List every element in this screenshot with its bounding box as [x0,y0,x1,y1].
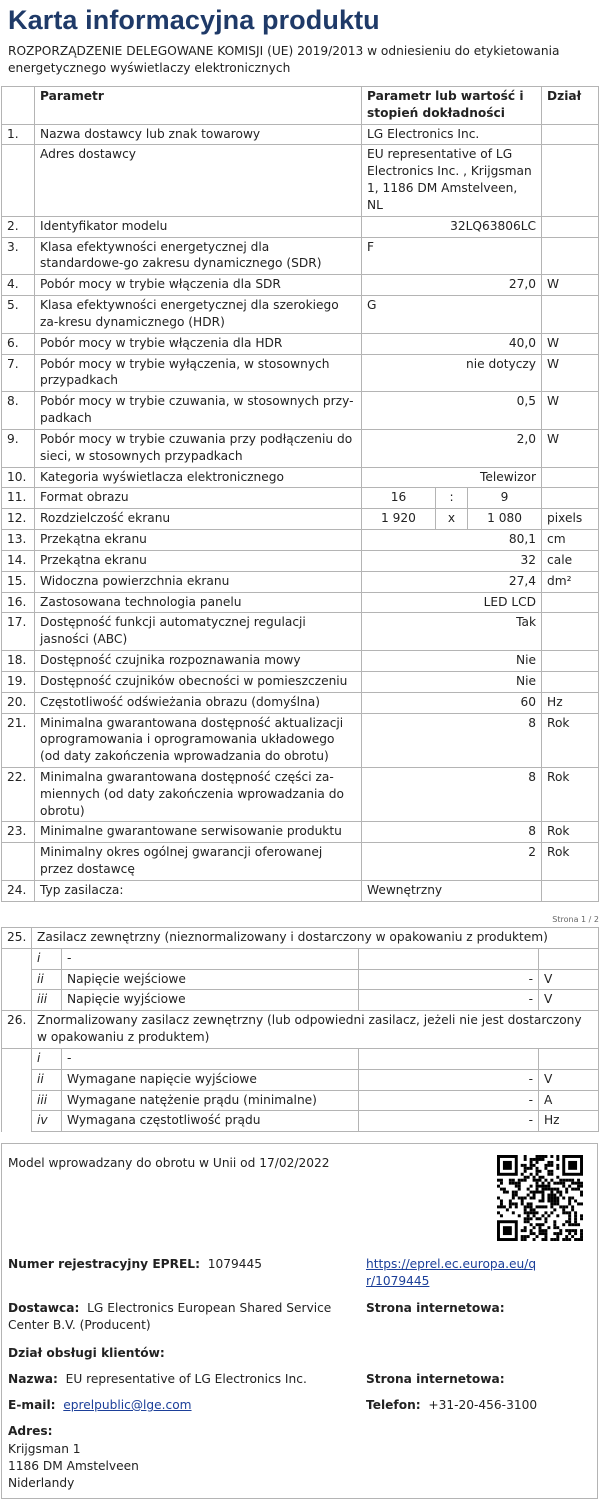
row-number-cell: 10. [2,467,35,488]
row-number-cell: 15. [2,571,35,592]
table-row [2,822,599,843]
page-title: Karta informacyjna produktu [8,5,380,35]
row-unit-cell [542,671,599,692]
row-parameter-cell: Pobór mocy w trybie włączenia dla SDR [35,275,362,296]
row-unit-cell [542,467,599,488]
row-parameter-cell: Pobór mocy w trybie czuwania, w stosownych przy-padkach [35,392,362,430]
psu-unit-cell: Hz [539,1111,599,1132]
row-value-cell: 80,1 [362,530,542,551]
row-parameter-cell: Identyfikator modelu [35,216,362,237]
psu-label-cell: - [62,1048,359,1069]
page-number: Strona 1 / 2 [552,915,599,924]
psu-item-row [2,1090,599,1111]
row-number-cell: 3. [2,237,35,275]
psu-section-header-row [2,928,599,949]
table-row [2,296,599,334]
row-unit-cell [542,488,599,509]
row-parameter-cell: Nazwa dostawcy lub znak towarowy [35,124,362,145]
website-label-1: Strona internetowa: [366,1301,505,1315]
email-line [8,1397,192,1414]
supplier-line [8,1300,362,1334]
table-row [2,237,599,275]
row-unit-cell [542,592,599,613]
table-row [2,124,599,145]
eprel-line [8,1256,262,1273]
table-row [2,767,599,821]
eprel-link[interactable]: https://eprel.ec.europa.eu/qr/1079445 [366,1257,537,1288]
row-unit-cell: W [542,429,599,467]
psu-roman-cell: iii [32,990,62,1011]
row-unit-cell: Rok [542,822,599,843]
table-row [2,488,599,509]
row-unit-cell [542,613,599,651]
row-number-cell: 8. [2,392,35,430]
name-value: EU representative of LG Electronics Inc. [65,1372,307,1386]
psu-roman-cell: i [32,948,62,969]
psu-spacer-cell [2,1069,32,1090]
row-unit-cell: Hz [542,692,599,713]
row-unit-cell [542,880,599,901]
row-unit-cell: Rok [542,767,599,821]
row-number-cell: 23. [2,822,35,843]
psu-roman-cell: ii [32,969,62,990]
psu-value-cell: - [359,1069,539,1090]
psu-spacer-cell [2,969,32,990]
row-parameter-cell: Przekątna ekranu [35,530,362,551]
psu-value-cell [359,1048,539,1069]
header-value-cell: Parametr lub wartość i stopień dokładności [362,87,542,125]
psu-item-row [2,948,599,969]
supplier-value: LG Electronics European Shared Service Center B.V. (Producent) [8,1301,332,1332]
table-row [2,145,599,216]
psu-unit-cell: A [539,1090,599,1111]
row-value-cell: 40,0 [362,333,542,354]
row-unit-cell: pixels [542,509,599,530]
table-row [2,613,599,651]
table-row [2,843,599,881]
table-row [2,651,599,672]
row-value-left-cell: 1 920 [362,509,436,530]
row-value-cell: 2 [362,843,542,881]
row-number-cell: 4. [2,275,35,296]
row-value-cell: F [362,237,542,275]
psu-spacer-cell [2,1048,32,1069]
row-value-cell: 8 [362,767,542,821]
row-unit-cell [542,216,599,237]
psu-unit-cell: V [539,1069,599,1090]
psu-label-cell: - [62,948,359,969]
table-row [2,671,599,692]
row-number-cell: 1. [2,124,35,145]
row-number-cell [2,145,35,216]
row-parameter-cell: Widoczna powierzchnia ekranu [35,571,362,592]
row-unit-cell [542,651,599,672]
table-row [2,275,599,296]
address-line-3: Niderlandy [8,1476,75,1490]
psu-label-cell: Wymagana częstotliwość prądu [62,1111,359,1132]
row-number-cell: 12. [2,509,35,530]
psu-unit-cell: V [539,990,599,1011]
row-number-cell: 6. [2,333,35,354]
row-value-cell: LED LCD [362,592,542,613]
row-number-cell: 13. [2,530,35,551]
row-separator-cell: x [436,509,468,530]
table-row [2,429,599,467]
row-unit-cell [542,296,599,334]
email-link[interactable]: eprelpublic@lge.com [63,1398,192,1412]
row-value-cell: 2,0 [362,429,542,467]
psu-spacer-cell [2,948,32,969]
row-number-cell: 2. [2,216,35,237]
row-parameter-cell: Klasa efektywności energetycznej dla standardowe-go zakresu dynamicznego (SDR) [35,237,362,275]
eprel-label: Numer rejestracyjny EPREL: [8,1257,200,1271]
row-unit-cell: Rok [542,713,599,767]
row-unit-cell: cale [542,550,599,571]
row-value-cell: LG Electronics Inc. [362,124,542,145]
supplier-label: Dostawca: [8,1301,80,1315]
table-row [2,550,599,571]
psu-section-header-row [2,1011,599,1049]
row-number-cell [2,843,35,881]
row-value-left-cell: 16 [362,488,436,509]
row-value-cell: 32LQ63806LC [362,216,542,237]
row-value-cell: 8 [362,713,542,767]
psu-item-row [2,1111,599,1132]
table-row [2,216,599,237]
row-unit-cell: W [542,275,599,296]
row-parameter-cell: Minimalna gwarantowana dostępność części za-miennych (od daty zakończenia wprowadzania do obrotu) [35,767,362,821]
row-parameter-cell: Dostępność czujników obecności w pomieszczeniu [35,671,362,692]
row-value-cell: Telewizor [362,467,542,488]
row-number-cell: 21. [2,713,35,767]
row-parameter-cell: Dostępność czujnika rozpoznawania mowy [35,651,362,672]
row-unit-cell [542,237,599,275]
row-parameter-cell: Pobór mocy w trybie czuwania przy podłączeniu do sieci, w stosownych przypadkach [35,429,362,467]
row-parameter-cell: Pobór mocy w trybie wyłączenia, w stosownych przypadkach [35,354,362,392]
psu-label-cell: Napięcie wejściowe [62,969,359,990]
row-parameter-cell: Adres dostawcy [35,145,362,216]
row-parameter-cell: Pobór mocy w trybie włączenia dla HDR [35,333,362,354]
row-unit-cell: W [542,392,599,430]
row-number-cell: 5. [2,296,35,334]
row-value-cell: nie dotyczy [362,354,542,392]
row-number-cell: 19. [2,671,35,692]
row-parameter-cell: Częstotliwość odświeżania obrazu (domyślna) [35,692,362,713]
row-parameter-cell: Minimalny okres ogólnej gwarancji oferowanej przez dostawcę [35,843,362,881]
market-date: Model wprowadzany do obrotu w Unii od 17/02/2022 [8,1156,330,1170]
row-value-cell: 8 [362,822,542,843]
row-parameter-cell: Dostępność funkcji automatycznej regulacji jasności (ABC) [35,613,362,651]
phone-label: Telefon: [366,1398,421,1412]
psu-item-row [2,969,599,990]
row-value-cell: Nie [362,671,542,692]
table-row [2,692,599,713]
row-number-cell: 9. [2,429,35,467]
psu-item-row [2,1048,599,1069]
row-number-cell: 22. [2,767,35,821]
row-number-cell: 17. [2,613,35,651]
row-value-cell: 27,0 [362,275,542,296]
email-label: E-mail: [8,1398,56,1412]
row-unit-cell [542,124,599,145]
psu-value-cell: - [359,990,539,1011]
row-number-cell: 16. [2,592,35,613]
row-parameter-cell: Minimalne gwarantowane serwisowanie produktu [35,822,362,843]
psu-spacer-cell [2,990,32,1011]
phone-line [366,1397,537,1414]
row-parameter-cell: Typ zasilacza: [35,880,362,901]
table-row [2,392,599,430]
website-label-2: Strona internetowa: [366,1372,505,1386]
row-unit-cell: cm [542,530,599,551]
address-line-1: Krijgsman 1 [8,1442,81,1456]
name-line [8,1371,307,1388]
row-number-cell: 20. [2,692,35,713]
psu-spacer-cell [2,1090,32,1111]
row-value-cell: Tak [362,613,542,651]
phone-value: +31-20-456-3100 [428,1398,538,1412]
table-row [2,713,599,767]
row-parameter-cell: Format obrazu [35,488,362,509]
row-unit-cell: W [542,354,599,392]
row-separator-cell: : [436,488,468,509]
psu-section-title-cell: Znormalizowany zasilacz zewnętrzny (lub odpowiedni zasilacz, jeżeli nie jest dostarczony w opakowaniu z produktem) [32,1011,599,1049]
row-number-cell: 24. [2,880,35,901]
psu-unit-cell [539,948,599,969]
psu-item-row [2,990,599,1011]
row-parameter-cell: Kategoria wyświetlacza elektronicznego [35,467,362,488]
row-number-cell: 18. [2,651,35,672]
table-row [2,530,599,551]
row-value-cell: 27,4 [362,571,542,592]
psu-unit-cell: V [539,969,599,990]
row-value-cell: 32 [362,550,542,571]
row-parameter-cell: Klasa efektywności energetycznej dla szerokiego za-kresu dynamicznego (HDR) [35,296,362,334]
psu-value-cell: - [359,969,539,990]
psu-label-cell: Napięcie wyjściowe [62,990,359,1011]
row-parameter-cell: Rozdzielczość ekranu [35,509,362,530]
table-row [2,467,599,488]
eprel-value: 1079445 [207,1257,262,1271]
psu-spacer-cell [2,1111,32,1132]
header-no-cell [2,87,35,125]
row-value-cell: G [362,296,542,334]
row-unit-cell: dm² [542,571,599,592]
row-number-cell: 11. [2,488,35,509]
row-unit-cell: Rok [542,843,599,881]
table-row [2,509,599,530]
psu-roman-cell: ii [32,1069,62,1090]
psu-section-number-cell: 26. [2,1011,32,1049]
psu-value-cell: - [359,1111,539,1132]
psu-roman-cell: iv [32,1111,62,1132]
psu-item-row [2,1069,599,1090]
psu-value-cell [359,948,539,969]
row-value-cell: 0,5 [362,392,542,430]
psu-section-number-cell: 25. [2,928,32,949]
table-row [2,333,599,354]
address-label: Adres: [8,1424,53,1438]
psu-unit-cell [539,1048,599,1069]
row-value-cell: Wewnętrzny [362,880,542,901]
row-number-cell: 14. [2,550,35,571]
header-param-cell: Parametr [35,87,362,125]
psu-label-cell: Wymagane natężenie prądu (minimalne) [62,1090,359,1111]
psu-label-cell: Wymagane napięcie wyjściowe [62,1069,359,1090]
header-unit-cell: Dział [542,87,599,125]
service-label: Dział obsługi klientów: [8,1346,165,1360]
psu-roman-cell: i [32,1048,62,1069]
psu-section-title-cell: Zasilacz zewnętrzny (nieznormalizowany i dostarczony w opakowaniu z produktem) [32,928,599,949]
psu-roman-cell: iii [32,1090,62,1111]
row-parameter-cell: Zastosowana technologia panelu [35,592,362,613]
row-value-cell: EU representative of LG Electronics Inc. , Krijgsman 1, 1186 DM Amstelveen, NL [362,145,542,216]
table-row [2,571,599,592]
name-label: Nazwa: [8,1372,58,1386]
table-row [2,880,599,901]
table-row [2,592,599,613]
row-parameter-cell: Przekątna ekranu [35,550,362,571]
row-value-right-cell: 1 080 [468,509,542,530]
qr-code-image [497,1155,583,1241]
table-row [2,354,599,392]
row-number-cell: 7. [2,354,35,392]
row-unit-cell: W [542,333,599,354]
address-line-2: 1186 DM Amstelveen [8,1459,139,1473]
table-header-row [2,87,599,125]
row-value-cell: 60 [362,692,542,713]
row-value-right-cell: 9 [468,488,542,509]
row-unit-cell [542,145,599,216]
power-supply-table [1,927,599,1132]
row-value-cell: Nie [362,651,542,672]
psu-value-cell: - [359,1090,539,1111]
regulation-text: ROZPORZĄDZENIE DELEGOWANE KOMISJI (UE) 2019/2013 w odniesieniu do etykietowania energetycznego wyświetlaczy elektronicznych [8,44,560,75]
product-info-table [1,86,599,902]
row-parameter-cell: Minimalna gwarantowana dostępność aktualizacji oprogramowania i oprogramowania układowego (od daty zakończenia wprowadzania do obrotu) [35,713,362,767]
